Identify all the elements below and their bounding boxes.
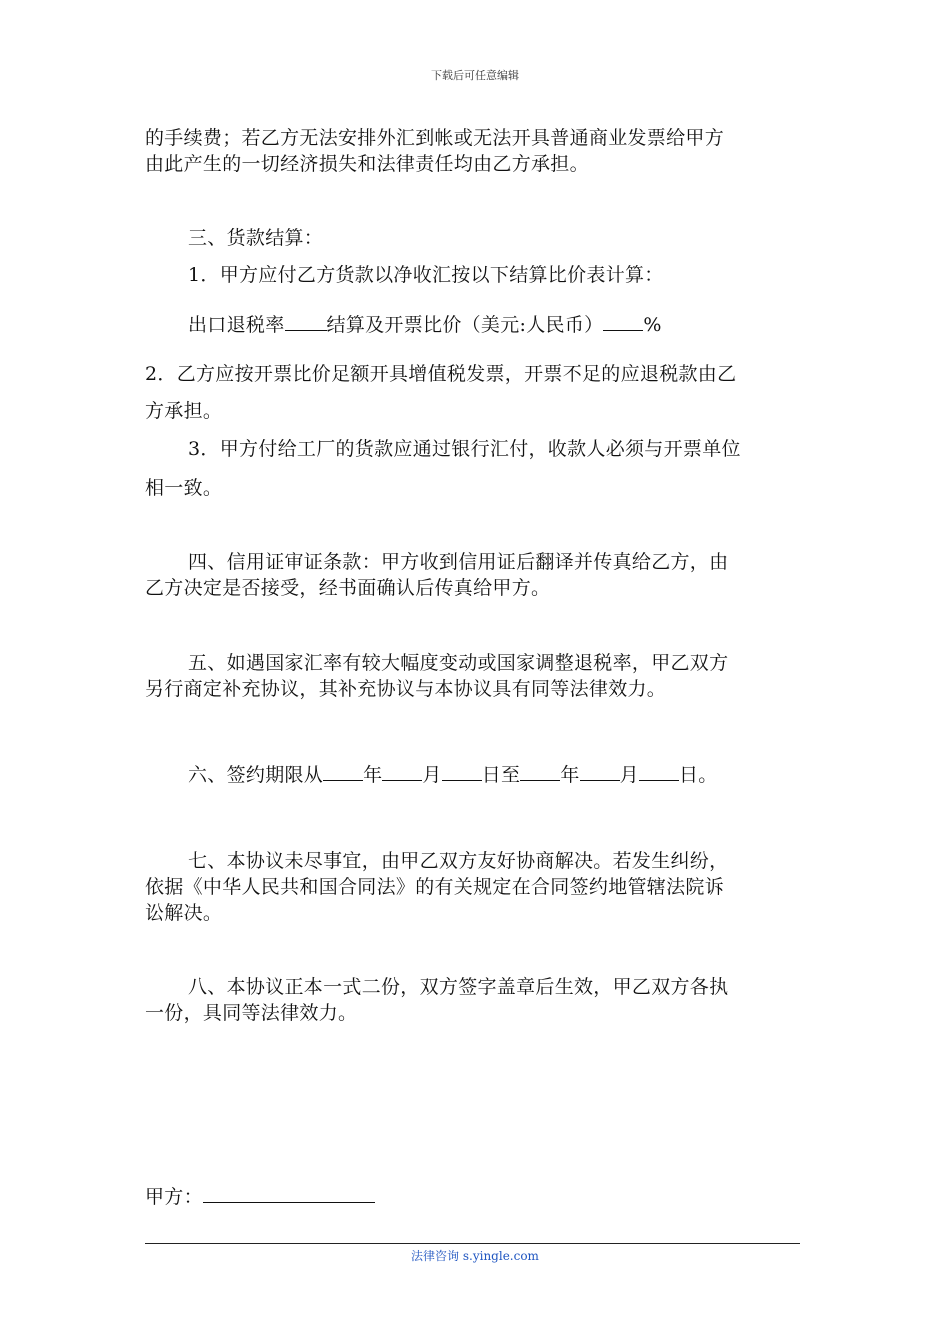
section-7-line: 依据《中华人民共和国合同法》的有关规定在合同签约地管辖法院诉: [145, 876, 725, 898]
month-label: 月: [422, 764, 442, 786]
section-8-line: 一份，具同等法律效力。: [145, 1002, 358, 1024]
clause-3-2-line: 方承担。: [145, 400, 223, 422]
clause-3-3-line: 3．甲方付给工厂的货款应通过银行汇付，收款人必须与开票单位: [188, 438, 741, 460]
footer-divider: [145, 1243, 800, 1244]
month-blank: [580, 764, 620, 781]
clause-3-1: 1．甲方应付乙方货款以净收汇按以下结算比价表计算：: [188, 264, 664, 286]
clause-3-2-line: 2．乙方应按开票比价足额开具增值税发票，开票不足的应退税款由乙: [145, 363, 737, 385]
section-5-line: 另行商定补充协议，其补充协议与本协议具有同等法律效力。: [145, 678, 667, 700]
rate-blank: [285, 314, 327, 331]
section-4-line: 乙方决定是否接受，经书面确认后传真给甲方。: [145, 577, 551, 599]
section-3-title: 三、货款结算：: [188, 227, 324, 249]
party-a-signature-line: [145, 1185, 810, 1209]
section-4-line: 四、信用证审证条款：甲方收到信用证后翻译并传真给乙方，由: [188, 551, 729, 573]
party-a-label: 甲方：: [145, 1186, 203, 1208]
month-label: 月: [619, 764, 639, 786]
section-6-line: [188, 763, 853, 787]
day-label: 日至: [481, 764, 521, 786]
clause-3-rate-line: [188, 313, 853, 337]
section-7-line: 七、本协议未尽事宜，由甲乙双方友好协商解决。若发生纠纷，: [188, 850, 729, 872]
page-header: 下载后可任意编辑: [431, 69, 519, 82]
percent-sign: %: [643, 314, 662, 336]
section-5-line: 五、如遇国家汇率有较大幅度变动或国家调整退税率，甲乙双方: [188, 652, 729, 674]
section-8-line: 八、本协议正本一式二份，双方签字盖章后生效，甲乙双方各执: [188, 976, 729, 998]
exchange-blank: [603, 314, 643, 331]
paragraph-line: 由此产生的一切经济损失和法律责任均由乙方承担。: [145, 153, 589, 175]
month-blank: [382, 764, 422, 781]
term-label: 六、签约期限从: [188, 764, 324, 786]
exchange-label: 结算及开票比价（美元:人民币）: [326, 314, 604, 336]
rate-label: 出口退税率: [188, 314, 285, 336]
year-blank: [323, 764, 363, 781]
year-label: 年: [560, 764, 580, 786]
paragraph-line: 的手续费；若乙方无法安排外汇到帐或无法开具普通商业发票给甲方: [145, 127, 725, 149]
day-blank: [442, 764, 482, 781]
day-label: 日。: [678, 764, 718, 786]
day-blank: [639, 764, 679, 781]
year-blank: [520, 764, 560, 781]
year-label: 年: [363, 764, 383, 786]
section-7-line: 讼解决。: [145, 902, 223, 924]
party-a-signature-blank: [203, 1186, 375, 1203]
footer-link[interactable]: 法律咨询 s.yingle.com: [411, 1249, 539, 1263]
clause-3-3-line: 相一致。: [145, 477, 223, 499]
